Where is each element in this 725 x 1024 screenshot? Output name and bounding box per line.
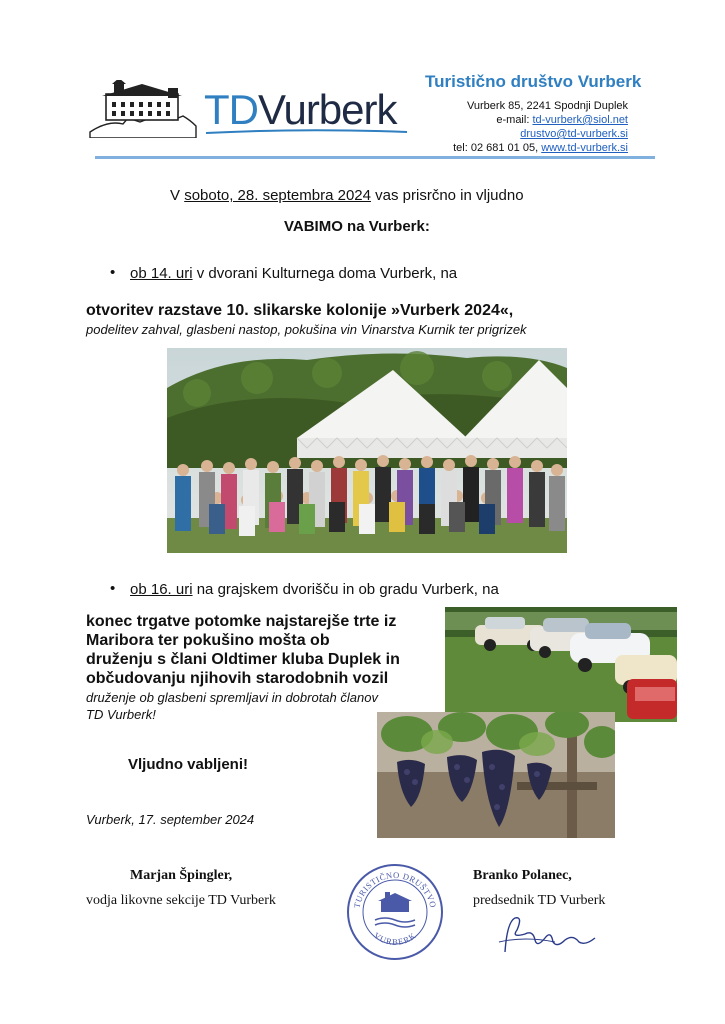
stamp-top-text: TURISTIČNO DRUŠTVO — [351, 869, 439, 909]
website-link[interactable]: www.td-vurberk.si — [541, 142, 628, 154]
event1-title: otvoritev razstave 10. slikarske kolonije »Vurberk 2024«, — [86, 302, 514, 319]
grapes-photo — [377, 712, 615, 838]
right-signer-name: Branko Polanec, — [473, 868, 572, 883]
phone: tel: 02 681 01 05, — [453, 142, 539, 154]
event2-place: na grajskem dvorišču in ob gradu Vurberk, na — [192, 581, 499, 598]
event2-title-2: Maribora ter pokušino mošta ob — [86, 632, 330, 649]
td-vurberk-logo — [204, 86, 397, 134]
address: Vurberk 85, 2241 Spodnji Duplek — [466, 100, 628, 112]
right-signer-role: predsednik TD Vurberk — [473, 893, 606, 908]
event-date: soboto, 28. septembra 2024 — [184, 187, 371, 204]
email-link-1[interactable]: td-vurberk@siol.net — [532, 114, 628, 126]
svg-text:VURBERK — [372, 930, 418, 947]
header-divider — [95, 156, 655, 159]
signature-scribble — [495, 912, 605, 957]
left-signer-role: vodja likovne sekcije TD Vurberk — [86, 893, 276, 908]
event2-time: ob 16. uri — [130, 581, 193, 598]
closing-greeting: Vljudno vabljeni! — [128, 756, 249, 773]
intro-line — [170, 187, 524, 204]
event2-title-4: občudovanju njihovih starodobnih vozil — [86, 670, 389, 687]
email-line-2 — [520, 127, 628, 141]
oldtimer-cars-photo — [445, 607, 677, 722]
event1-line — [130, 265, 457, 282]
date-place: Vurberk, 17. september 2024 — [86, 812, 255, 827]
bullet-2: • — [110, 580, 116, 597]
logo-td: TD — [204, 86, 258, 133]
event2-details-2: TD Vurberk! — [86, 707, 156, 722]
left-signer-name: Marjan Špingler, — [130, 868, 233, 883]
phone-line — [453, 141, 628, 155]
email-link-2[interactable]: drustvo@td-vurberk.si — [520, 128, 628, 140]
group-photo — [167, 348, 567, 553]
event1-time: ob 14. uri — [130, 265, 193, 282]
logo-vurberk: Vurberk — [258, 86, 397, 133]
event1-details: podelitev zahval, glasbeni nastop, pokušina vin Vinarstva Kurnik ter prigrizek — [86, 322, 527, 337]
logo-swoosh — [204, 128, 409, 136]
bullet-1: • — [110, 264, 116, 281]
event2-details-1: druženje ob glasbeni spremljavi in dobrotah članov — [86, 690, 378, 705]
event2-title-1: konec trgatve potomke najstarejše trte iz — [86, 613, 397, 630]
society-title: Turistično društvo Vurberk — [425, 72, 642, 91]
event2-title-3: druženju s člani Oldtimer kluba Duplek in — [86, 651, 400, 668]
event2-line — [130, 581, 499, 598]
stamp-bottom-text: VURBERK — [371, 930, 419, 947]
intro-suffix: vas prisrčno in vljudno — [370, 187, 524, 204]
society-stamp — [345, 862, 445, 962]
email-label: e-mail: — [496, 114, 530, 126]
email-line-1 — [496, 113, 628, 127]
event1-place: v dvorani Kulturnega doma Vurberk, na — [192, 265, 458, 282]
castle-logo — [88, 80, 198, 138]
intro-prefix: V — [170, 187, 185, 204]
invite-heading: VABIMO na Vurberk: — [284, 218, 430, 235]
